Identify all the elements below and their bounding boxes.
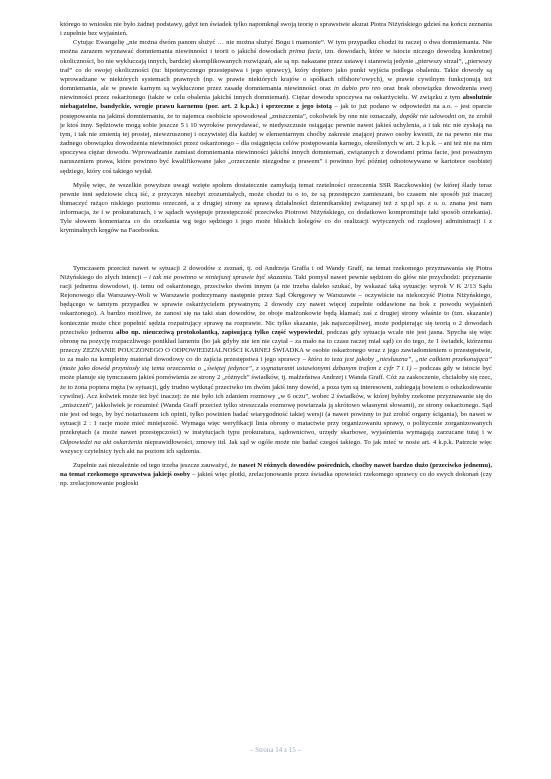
italic-text: in dubio pro reo — [333, 85, 381, 93]
text-run: – jakieś więc plotki, zrelacjonowanie przez świadka opowieści rzekomego sprawcy co do swych dokonań (czy np. zrelacjonowanie pogłoski — [60, 471, 493, 488]
text-run: , podczas gdy sytuacja wcale nie jest jasna. Spycha się więc obronę na pozycję rozpaczliwego ponikład lamentu (bo jak gdyby nie ten nie czytał – za mało na to czasu raczej miał sąd) co do tego, że 1 świadek, którzemu przeczy ZEZNANIE POUCZONEGO O ODPOWIEDZIALNOŚCI KARNEJ ŚWIADKA w osobie oskarżonego wraz z jego zawiadomieniem o przestępstwie, to za mało na kompletny materiał dowodowy co do zajścia przestępstwa i jego sprawcy – — [60, 328, 492, 364]
paragraph — [60, 38, 492, 175]
italic-text: i tak nie powinno w niniejszej sprawie być skazania. — [149, 273, 293, 281]
text-run: Tymczasem przecież nawet w sytuacji 2 dowodów z zeznań, tj. od Andrzeja Graffa i od Wandy Graff, na temat rzekomego przyznawania się Piotra Niżyńskiego do złych intencji – — [60, 264, 492, 281]
text-run: Taki pomysł nawet pewnie sędziom do głów nie przychodzi: przyznanie racji jednemu dowodowi, tj. temu od oskarżonego, przeciwko dwóm innym (a nie trzeba daleko szukać, by wskazać taką sytuację: wyrok V K 2/13 Sądu Rejonowego dla Warszawy-Woli w Warszawie podtrzymany następnie przez Sąd Okręgowy w Warszawie – oczywiście na niekorzyść Piotra Niżyńskiego, będącego w tamtym przypadku w sprawie oskarżycielem prywatnym; 2 dowody czy nawet więcej zupełnie oddawione na bok z powodu wyjaśnień oskarżonego). A bardzo możliwe, że zanosi się na taki stan dowodów, że oboje małżonkowie będą kłamać; zaś z drugiej strony właśnie to (tzn. skazanie) koniecznie może chce popełnić sędzia rozpatrujący sprawę na rozprawie. Nic tylko skazanie, jak najszczęśliwej, może podpierając się teorią o 2 dowodach przeciwko jednemu — [60, 273, 492, 336]
text-run: Myślę więc, że wszelkie powyższe uwagi wzięte społem dostatecznie zamykają temat rzetelności orzeczenia SSR Raczkowskiej (w której ślady teraz pewnie inni sędziowie chcą iść, z przyczyn niezbyt zrozumiałych, może chodzi tu o to, że są przestępczo zamieszani, bo czasem nie sposób już inaczej tłumaczyć rażąco niskiego poziomu orzeczeń, a z drugiej strony za sprawą działalności dziennikarskiej związanej też z xp.pl sp. z o. o. znana jest nam informacja, że i w prokuraturach, i w sądach występuje przestępczość przeciwko Piotrowi Niżyńskiego, co dodatkowo kompromituje taki sposób orzekania). Tyle słowem komentarza co do orzekania wg tego sędziego i jego może bliskich kolegów co do realizacji wytycznych od rządowej administracji i z kryminalnych kręgów na Facebooku. — [60, 181, 492, 235]
paragraph — [60, 264, 492, 456]
text-run: którego to wniosku nie było żadnej podstawy, gdyż ten świadek tylko napomknął swoją teorię o sprawstwie akurat Piotra Niżyńskiego gdzieś na końcu zeznania i zupełnie bez wyjaśnień. — [60, 21, 492, 38]
document-body — [60, 20, 492, 488]
paragraph — [60, 181, 492, 236]
italic-text: dopóki nie udowodni on — [399, 112, 465, 120]
italic-text: Odpowiedzi na akt oskarżenia — [60, 438, 143, 446]
bold-text: nawet N różnych dowodów pośrednich, choćby nawet bardzo dużo (przeciwko jednemu), na temat rzekomego sprawstwa jakiejś osoby — [60, 461, 492, 479]
text-run: – jak to już podano w odpowiedzi na a.o. – jest oparcie postępowania na jakimś domniemaniu, że to najemca osobiście spowodował „zniszczenia”, cokolwiek by one nie oznaczały, — [60, 103, 492, 120]
paragraph — [60, 20, 492, 38]
text-run: Cytując Ewangelię „nie można dwóm panom służyć … nie można służyć Bogu i mamonie”. W tym przypadku chodzi tu raczej o dwa domniemania. Nie można zarazem wyznawać domniemania niewinności i teorii o jakichś dowodach — [60, 39, 492, 56]
text-run: nieprawidłowości, zmowy itd. Jak sąd w ogóle może nie badać czegoś takiego. To jak mieć w nosie art. 4 k.p.k. Patrzcie więc wszyscy czytelnicy tych akt na poziom ich sądzenia. — [60, 438, 492, 455]
bold-text: albo np. nieuczciwą protokolantką, zapisującą tylko część wypowiedzi — [116, 328, 323, 336]
bold-text: absolutnie niebagatelne, bandyckie, wrogie prawu karnemu (por. art. 2 k.p.k.) i sprzeczne z jego istotą — [60, 94, 492, 111]
paragraph — [60, 461, 492, 488]
text-run: – podczas gdy w istocie być może planuje się tymczasem jakieś pomówienia ze strony 2 „różnych” świadków, tj. małżeństwa Andrzej i Wanda Graff. Cóż za zaskoczenie, chciałoby się rzec, że to żona popiera męża (w sytuacji, gdy trudno wytknąć przeciwko im dwóm jakiś inny dowód, a poza tym są interesowni, zabiegają bowiem o odszkodowanie cywilne). Acz kolwiek może też być inaczej: że nie było ich zdaniem rozmowy „w 6 oczu”, wobec 2 świadków, w której byłoby rzekome przyznawanie się do „zniszczeń”, jakkolwiek je rozumieć (Wanda Graff przecież tylko streszczała rozmowę powtarzała ją skrótowo własnymi słowami), ze strony oskarżonego. Sąd nie jest od tego, by być notariuszem ich opinii, tylko powinien badać wiarygodność takiej wersji (a nawet powinny to już zrobić organy ścigania), bo nawet w sytuacji 2 : 1 racje może mieć mniejszość. Wymaga więc weryfikacji linia obrony o matactwie przy organizowaniu sprawy, o politycznie zorganizowanych przekrętach (a może nawet przestępczości) w instytucjach typu prokuratura, sądownictwo, urzędy skarbowe, wyjaśnienia wymagają zarzucane tutaj i w — [60, 365, 492, 437]
text-run: Zupełnie zaś niezależnie od tego trzeba jeszcze zauważyć, że — [73, 461, 239, 469]
text-run: oraz brak obowiązku dowodzenia swej niewinności przez oskarżonego (także w celu obalenia jakichś innych domniemań). Ciężar dowodu spoczywa na oskarżycielu. W związku z tym — [60, 85, 492, 102]
text-run: , że zrobił je ktoś inny. Sędziowie mogą sobie jeszcze 5 i 10 wyroków powydawać, w niedyszczusie osiągając pewnie nawet jakieś uchylenia, a i tak nic nie zyskają na tym, i tak nie zmienią tej prostej, niewzruszonej i oczywistej dla każdej w elementarnym choćby zakresie znającej prawo osoby kwestii, że na pewno nie ma żadnego obowiązku dowodzenia niewinności przez oskarżonego – dla osiągnięcia celów postępowania karnego, określonych w art. 2 k.p.k. – ani też nie na nim spoczywa ciężar dowodu. Wprowadzanie zamiast domniemania niewinności jakichś innych domniemań, związanych z dowodami prima facie, jest poważnym naruszeniem prawa, które powinno być kwalifikowane jako „orzeczenie niezgodne z prawem” i powinno być później odnotowywane w kartotece osobistej sędziego, który coś takiego wydał. — [60, 112, 492, 175]
page-footer: – Strona 14 z 15 – — [249, 746, 302, 754]
italic-text: prima facie — [289, 48, 321, 56]
italic-text: która to teza jest jakoby „niesłuszna”, „nie całkiem przekonująca” (może jako dowód przyniosły się temu orzeczenia o „świętej jedynce”, z sygnaturami ustawionymi dzbanym trafem z cyfr 7 i 1) — [60, 356, 492, 373]
text-run: , tzn. dowodach, które w istocie niczego dowodzą konkretnej okoliczności, bo nie wykluczają innych, bardziej skomplikowanych rozwiązań, ale są np. nakazane przez ustawę i stanowią jedynie „pierwszy strzał”, „pierwszy traf” co do swojej okoliczności (tu: hipotetycznego przestępstwa i jego sprawcy), który dopiero jako punkt wyjścia podlega obaleniu. Takie dowody są wprowadzane w niektórych systemach prawnych (np. w prawie niektórych krajów o spółkach offshore’owych), w prawie cywilnym funkcjonują też domniemania, ale w prawie karnym są wykluczone przez zasadę domniemania niewinności oraz — [60, 48, 492, 93]
